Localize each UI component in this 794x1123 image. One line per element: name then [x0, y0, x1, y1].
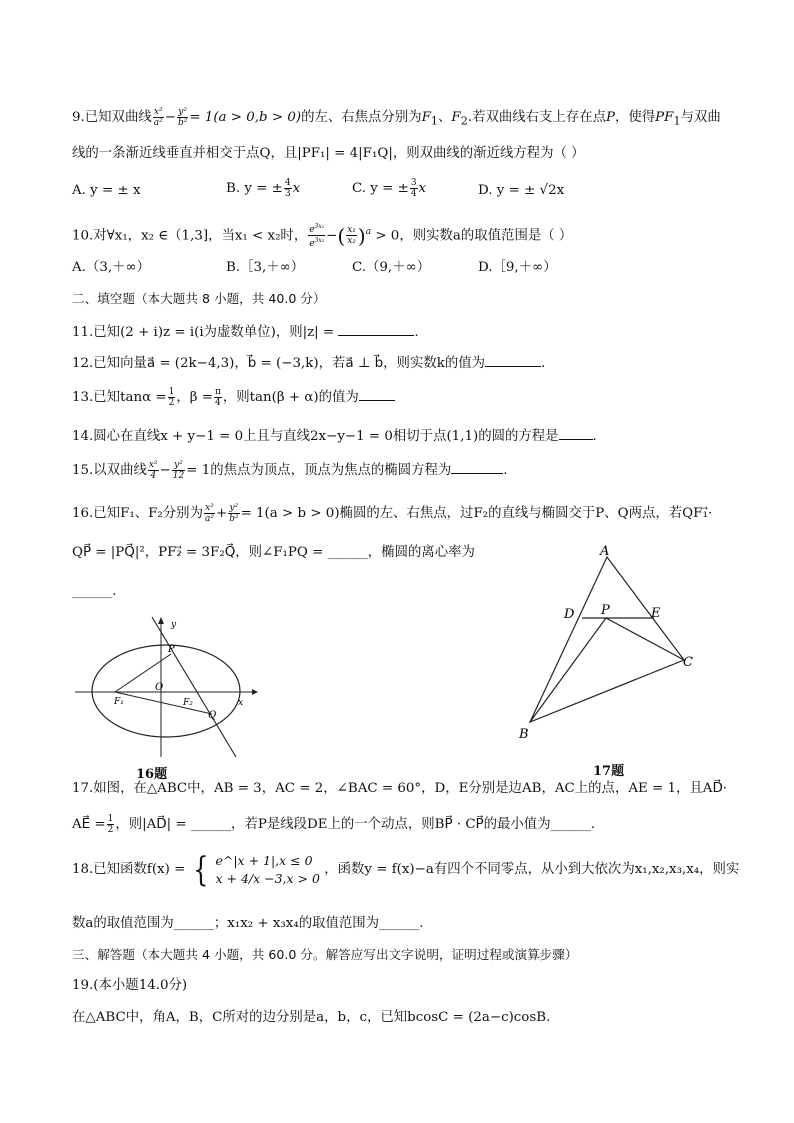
q9-pf: PF — [655, 110, 674, 125]
fig16-ellipse — [92, 645, 240, 737]
q9-mid1: 的左、右焦点分别为 — [301, 110, 422, 125]
q18-pre: 18.已知函数f(x) = — [72, 862, 186, 877]
figure-17 — [515, 542, 705, 742]
q9-prefix: 9.已知双曲线 — [72, 110, 152, 125]
q13-num1: 1 — [168, 387, 175, 397]
q9-option-b-pre: B. y = ± — [226, 181, 283, 196]
q9-line2: 线的一条渐近线垂直并相交于点Q，且|PF₁| = 4|F₁Q|，则双曲线的渐近线方程为（ ） — [72, 146, 585, 161]
fig16-label-f2: F₂ — [183, 698, 193, 708]
q9-option-b-post: x — [292, 181, 301, 196]
q15-pre: 15.以双曲线 — [72, 463, 147, 478]
fig16-label-p: P — [168, 644, 175, 655]
q12-text: 12.已知向量a⃗ = (2k−4,3)，b⃗ = (−3,k)，若a⃗ ⊥ b⃗，则实数k的值为 — [72, 356, 486, 371]
q15-end: . — [503, 463, 508, 478]
section-fill-in-heading: 二、填空题（本大题共 8 小题，共 40.0 分） — [72, 291, 326, 306]
q10-option-d: D.［9,＋∞） — [478, 260, 557, 275]
q9-option-b-frac — [284, 178, 292, 199]
q9-option-c-pre: C. y = ± — [352, 181, 409, 196]
q18-line2: 数a的取值范围为______；x₁x₂ + x₃x₄的取值范围为______. — [72, 916, 424, 931]
fig16-x-arrow — [252, 689, 258, 695]
q12-end: . — [541, 356, 546, 371]
q13-num2: π — [214, 387, 221, 397]
q9-option-a: A. y = ± x — [72, 183, 141, 198]
q19-body: 在△ABC中，角A，B，C所对的边分别是a，b，c，已知bcosC = (2a−c)cosB. — [72, 1010, 551, 1025]
q14-end: . — [592, 429, 597, 444]
q16-line1: 16.已知F₁、F₂分别为 $\frac{\text{x²}}{\text{a²}}$ + $\frac{\text{y²}}{\text{b²}}$ = 1(a > b > 0)椭圆的左、右焦点，过F₂的直线与椭圆交于P、Q两点，若QF₁⃗· — [72, 503, 713, 524]
fig17-label-c: C — [683, 655, 693, 670]
q11-line — [72, 321, 419, 343]
q13-pre: 13.已知tanα = — [72, 390, 167, 405]
q17-frac — [107, 814, 115, 835]
q9-p: P — [605, 110, 615, 125]
q15-frac-x: $\frac{\text{x²}}{4}$ — [148, 460, 158, 481]
q9-option-c-frac — [410, 178, 418, 199]
q18-piece-1: e^|x + 1|,x ≤ 0 — [215, 853, 313, 868]
q16-line3: ______. — [72, 584, 117, 599]
q10-line1: 10.对∀x₁，x₂ ∈（1,3]，当x₁ < x₂时， $\frac{e^{3x_1}}{e^{3x_2}}$ −( $\frac{\text{x₁}}{\text{x₂}}$ )$^a$ > 0，则实数a的取值范围是（ ） — [72, 223, 573, 250]
fig17-label-e: E — [651, 606, 661, 621]
q9-option-c-den: 4 — [410, 189, 417, 199]
fig16-label-y: y — [171, 620, 177, 630]
q9-frac-x: $\frac{\text{x²}}{\text{a²}}$ — [153, 107, 163, 128]
q18-piece-2: x + 4/x −3,x > 0 — [215, 871, 320, 886]
q13-line — [72, 386, 395, 408]
q17-line1: 17.如图，在△ABC中，AB = 3，AC = 2，∠BAC = 60°，D，E分别是边AB，AC上的点，AE = 1，且AD⃗· — [72, 781, 728, 796]
q11-end: . — [414, 325, 419, 340]
fig16-line-f1q — [115, 692, 212, 714]
q9-option-d: D. y = ± √2x — [478, 183, 565, 198]
q10-option-b: B.［3,＋∞） — [226, 260, 305, 275]
q10-option-c: C.（9,＋∞） — [352, 260, 431, 275]
fig16-label-f1: F₁ — [114, 697, 124, 707]
q14-text: 14.圆心在直线x + y−1 = 0上且与直线2x−y−1 = 0相切于点(1,1)的圆的方程是 — [72, 429, 559, 444]
q16-post: = 1(a > b > 0)椭圆的左、右焦点，过F₂的直线与椭圆交于P、Q两点，若QF₁⃗· — [240, 506, 713, 521]
section-solve-heading: 三、解答题（本大题共 4 小题，共 60.0 分。解答应写出文字说明，证明过程或演算步骤） — [72, 947, 578, 962]
fig16-label-o: O — [155, 682, 164, 693]
fig17-caption: 17题 — [593, 764, 625, 779]
fig16-y-arrow — [158, 617, 164, 624]
fig17-label-d: D — [564, 607, 575, 622]
q13-den2: 4 — [215, 398, 221, 408]
q16-line2: QP⃗ = |PQ⃗|²，PF₂⃗ = 3F₂Q⃗，则∠F₁PQ = ______，椭圆的离心率为 — [72, 545, 475, 560]
q17-line2 — [72, 814, 595, 835]
fig16-label-q: Q — [208, 710, 217, 721]
q9-option-b — [226, 178, 300, 199]
q9-mid3: ，使得 — [615, 110, 656, 125]
fig17-label-a: A — [600, 544, 610, 559]
q13-frac-1 — [168, 387, 176, 408]
q9-frac-y: $\frac{\text{y²}}{\text{b²}}$ — [177, 107, 188, 128]
q15-line: 15.以双曲线 $\frac{\text{x²}}{4}$ − $\frac{\text{y²}}{12}$ = 1的焦点为顶点，顶点为焦点的椭圆方程为 . — [72, 460, 508, 481]
fig17-label-b: B — [519, 727, 529, 742]
q11-text: 11.已知(2 + i)z = i(i为虚数单位)，则|z| = — [72, 325, 339, 340]
fig17-triangle — [530, 557, 684, 722]
fig16-label-x: x — [238, 698, 244, 708]
q17-line2-pre: AE⃗ = — [72, 817, 106, 832]
q12-blank — [485, 352, 541, 367]
q13-den1: 2 — [168, 398, 175, 408]
q9-option-c — [352, 178, 426, 199]
q10-prefix: 10.对∀x₁，x₂ ∈（1,3]，当x₁ < x₂时， — [72, 228, 308, 244]
q14-blank — [559, 425, 593, 440]
fig16-caption: 16题 — [136, 767, 168, 782]
q10-frac-x: $\frac{\text{x₁}}{\text{x₂}}$ — [347, 225, 356, 247]
q10-option-a: A.（3,＋∞） — [72, 260, 151, 275]
q18-line1 — [72, 852, 739, 888]
q9-option-b-den: 3 — [284, 189, 291, 199]
q16-pre: 16.已知F₁、F₂分别为 — [72, 506, 203, 521]
q9-eq: = 1(a > 0,b > 0) — [189, 110, 302, 125]
q9-sep: 、 — [438, 110, 452, 125]
q14-line — [72, 425, 597, 447]
q9-f2: F — [451, 110, 461, 125]
fig17-segment-pc — [606, 618, 684, 660]
q17-line2-post: ，则|AD⃗| = ______，若P是线段DE上的一个动点，则BP⃗ · CP⃗的最小值为______. — [115, 817, 596, 832]
q15-frac-y: $\frac{\text{y²}}{12}$ — [172, 460, 185, 481]
q16-frac-y: $\frac{\text{y²}}{\text{b²}}$ — [229, 503, 239, 524]
q13-mid: ，β = — [176, 390, 213, 405]
q12-line — [72, 352, 545, 374]
figure-16 — [70, 612, 260, 762]
q15-post: = 1的焦点为顶点，顶点为焦点的椭圆方程为 — [186, 463, 452, 478]
q11-blank — [338, 321, 414, 336]
q13-post: ，则tan(β + α)的值为 — [222, 390, 359, 405]
q9-line1: 9.已知双曲线 $\frac{\text{x²}}{\text{a²}}$ − $\frac{\text{y²}}{\text{b²}}$ = 1(a > 0,b > 0)的左、右焦点分别为$F_1$、$F_2$.若双曲线右支上存在点P，使得$PF_1$与双曲 — [72, 107, 721, 128]
q9-option-c-post: x — [418, 181, 427, 196]
q10-suffix: > 0，则实数a的取值范围是（ ） — [371, 228, 573, 244]
fig16-line-pq — [152, 617, 236, 757]
q9-option-b-num: 4 — [284, 178, 291, 188]
q18-post: ，函数y = f(x)−a有四个不同零点，从小到大依次为x₁,x₂,x₃,x₄，则实 — [324, 862, 740, 877]
q9-f1: F — [421, 110, 431, 125]
q17-den: 2 — [107, 825, 114, 835]
q17-num: 1 — [107, 814, 114, 824]
q9-option-c-num: 3 — [410, 178, 417, 188]
q18-brace: { — [192, 850, 208, 890]
q9-mid4: 与双曲 — [680, 110, 721, 125]
q16-frac-x: $\frac{\text{x²}}{\text{a²}}$ — [204, 503, 214, 524]
fig17-label-p: P — [601, 603, 610, 618]
q15-blank — [451, 459, 503, 474]
q13-blank — [359, 386, 395, 401]
q10-frac-exp: $\frac{e^{3x_1}}{e^{3x_2}}$ — [309, 223, 325, 250]
q9-mid2: .若双曲线右支上存在点 — [467, 110, 606, 125]
q13-frac-2 — [214, 387, 222, 408]
q19-head: 19.(本小题14.0分) — [72, 978, 188, 993]
q18-pieces — [215, 852, 319, 888]
